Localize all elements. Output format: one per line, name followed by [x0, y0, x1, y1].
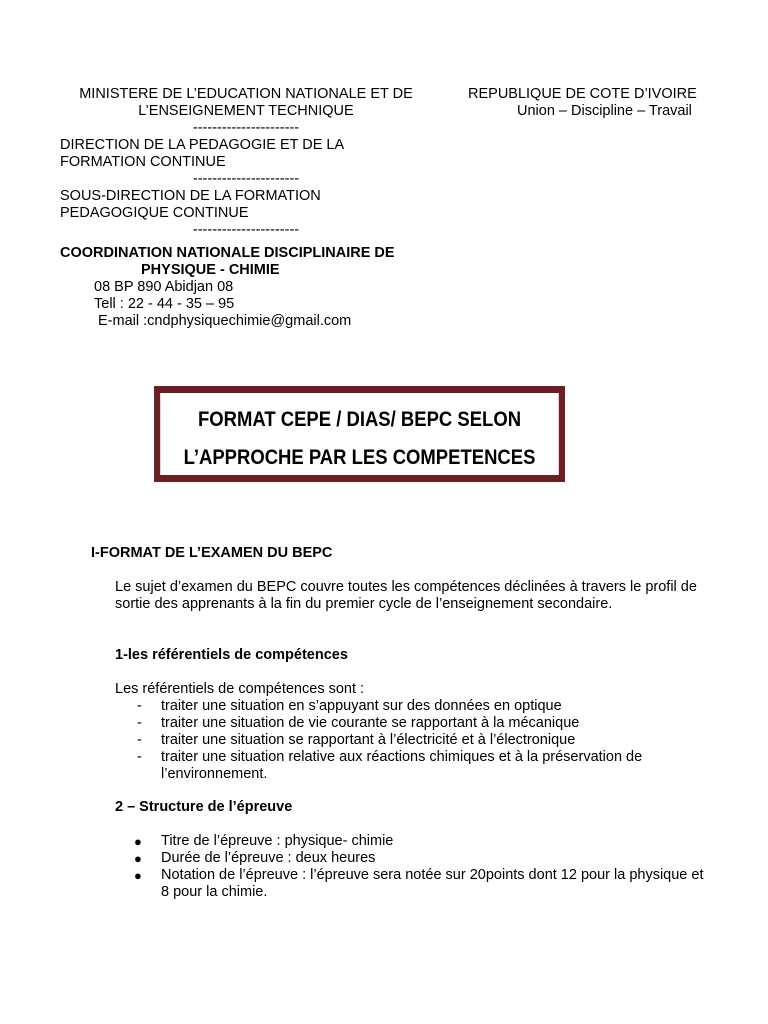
telephone: Tell : 22 - 44 - 35 – 95: [94, 296, 235, 312]
separator: ----------------------: [192, 120, 300, 136]
ministry-name: MINISTERE DE L’EDUCATION NATIONALE ET DE L’ENSEIGNEMENT TECHNIQUE: [79, 86, 413, 119]
coordination-name: COORDINATION NATIONALE DISCIPLINAIRE DE PHYSIQUE - CHIMIE: [60, 245, 395, 278]
document-title-line: L’APPROCHE PAR LES COMPETENCES: [183, 446, 536, 469]
section-heading: I-FORMAT DE L’EXAMEN DU BEPC: [91, 545, 333, 561]
list-item: ● Notation de l’épreuve : l’épreuve sera notée sur 20points dont 12 pour la physique et 8 pour la chimie.: [134, 867, 704, 900]
subsection-heading: 1-les référentiels de compétences: [115, 647, 348, 663]
sous-direction-name: SOUS-DIRECTION DE LA FORMATION PEDAGOGIQUE CONTINUE: [60, 188, 321, 221]
separator: ----------------------: [192, 171, 300, 187]
header-left: [60, 86, 432, 330]
email-address: E-mail :cndphysiquechimie@gmail.com: [98, 313, 352, 329]
list-item: ● Titre de l’épreuve : physique- chimie: [134, 833, 394, 849]
structure-list: [115, 833, 715, 901]
list-item: - traiter une situation en s’appuyant sur des données en optique: [137, 698, 562, 714]
competences-intro: Les référentiels de compétences sont :: [115, 681, 365, 697]
list-item: - traiter une situation de vie courante se rapportant à la mécanique: [137, 715, 580, 731]
header-right: [460, 86, 722, 120]
separator: ----------------------: [192, 222, 300, 238]
republic-name: REPUBLIQUE DE COTE D’IVOIRE: [468, 86, 697, 102]
bullet-icon: ●: [134, 868, 142, 883]
national-motto: Union – Discipline – Travail: [517, 103, 692, 119]
postal-address: 08 BP 890 Abidjan 08: [94, 279, 234, 295]
list-item: - traiter une situation se rapportant à l’électricité et à l’électronique: [137, 732, 576, 748]
subsection-heading: 2 – Structure de l’épreuve: [115, 799, 293, 815]
bullet-icon: ●: [134, 834, 142, 849]
list-item: - traiter une situation relative aux réactions chimiques et à la préservation de l’environnement.: [137, 749, 643, 782]
direction-name: DIRECTION DE LA PEDAGOGIE ET DE LA FORMATION CONTINUE: [60, 137, 345, 170]
section-intro: Le sujet d’examen du BEPC couvre toutes les compétences déclinées à travers le profil de sortie des apprenants à la fin du premier cycle de l’enseignement secondaire.: [115, 579, 697, 612]
document-title-box: [154, 386, 565, 482]
document-title-line: FORMAT CEPE / DIAS/ BEPC SELON: [197, 408, 522, 431]
list-item: ● Durée de l’épreuve : deux heures: [134, 850, 376, 866]
bullet-icon: ●: [134, 851, 142, 866]
competences-list: [115, 698, 715, 783]
